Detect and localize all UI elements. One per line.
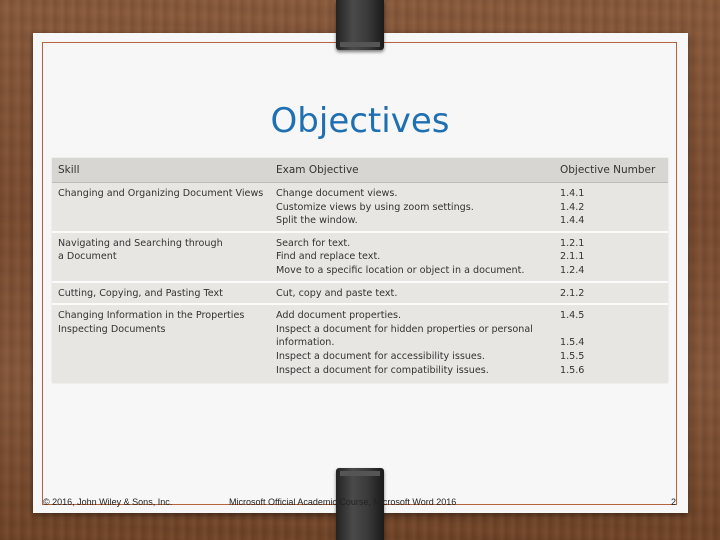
objective-number: 1.4.2 xyxy=(560,201,585,213)
objective-number: 1.2.4 xyxy=(560,264,585,276)
number-cell xyxy=(554,232,668,282)
skill-text: Inspecting Documents xyxy=(58,323,166,335)
footer-course: Microsoft Official Academic Course, Microsoft Word 2016 xyxy=(229,497,457,507)
header-objective-number: Objective Number xyxy=(554,158,668,183)
objective-number: 1.4.1 xyxy=(560,188,585,199)
objective-number: 1.5.4 xyxy=(560,337,585,349)
objective-number: 1.4.4 xyxy=(560,215,585,227)
objectives-table xyxy=(52,158,668,383)
table-row xyxy=(52,304,668,380)
objective-number xyxy=(560,323,662,337)
skill-cell xyxy=(52,232,270,282)
number-cell xyxy=(554,304,668,380)
table-header-row xyxy=(52,158,668,183)
table-row xyxy=(52,183,668,232)
objective-number: 1.5.6 xyxy=(560,364,585,376)
slide-title: Objectives xyxy=(270,101,450,141)
binder-clip-top xyxy=(336,0,384,50)
objective-cell xyxy=(270,304,554,380)
objective-cell xyxy=(270,232,554,282)
objective-text: Add document properties. xyxy=(276,310,402,322)
objective-number: 1.5.5 xyxy=(560,350,585,362)
header-skill: Skill xyxy=(52,158,270,183)
footer-copyright: © 2016, John Wiley & Sons, Inc. xyxy=(43,497,173,507)
objective-text: Inspect a document for hidden properties or personal xyxy=(276,323,533,335)
objective-text: Split the window. xyxy=(276,215,358,227)
objective-text: Find and replace text. xyxy=(276,251,381,263)
skill-text: Changing Information in the Properties xyxy=(58,310,245,322)
skill-text: Navigating and Searching through xyxy=(58,237,223,249)
skill-text: Cutting, Copying, and Pasting Text xyxy=(58,287,223,299)
number-cell xyxy=(554,183,668,232)
skill-cell xyxy=(52,183,270,232)
objective-number: 1.4.5 xyxy=(560,310,585,322)
objective-text: Cut, copy and paste text. xyxy=(276,287,398,299)
objective-text: Change document views. xyxy=(276,188,398,199)
objective-text: Inspect a document for compatibility issues. xyxy=(276,364,489,376)
table-row xyxy=(52,232,668,282)
objective-text: Move to a specific location or object in a document. xyxy=(276,264,525,276)
objective-text: Customize views by using zoom settings. xyxy=(276,201,474,213)
objective-number: 1.2.1 xyxy=(560,237,585,249)
skill-cell xyxy=(52,282,270,305)
skill-text: Changing and Organizing Document Views xyxy=(58,188,264,199)
number-cell xyxy=(554,282,668,305)
objective-cell xyxy=(270,183,554,232)
skill-text: a Document xyxy=(58,251,117,263)
header-exam-objective: Exam Objective xyxy=(270,158,554,183)
objective-cell xyxy=(270,282,554,305)
skill-cell xyxy=(52,304,270,380)
objective-number: 2.1.2 xyxy=(560,287,585,299)
objective-text: Search for text. xyxy=(276,237,351,249)
objective-text: information. xyxy=(276,337,335,349)
table-row xyxy=(52,282,668,305)
objective-text: Inspect a document for accessibility issues. xyxy=(276,350,485,362)
objective-number: 2.1.1 xyxy=(560,251,585,263)
footer-page-number: 2 xyxy=(671,497,677,507)
